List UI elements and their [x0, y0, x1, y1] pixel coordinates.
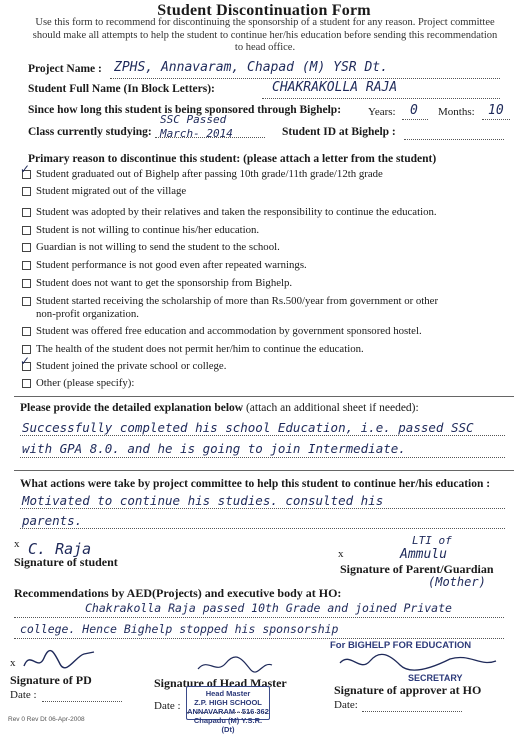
student-name-label: Student Full Name (In Block Letters):: [28, 83, 215, 95]
form-title: Student Discontinuation Form: [157, 2, 371, 19]
stamp-line: Head Master: [205, 689, 251, 698]
reason-label-hostel: Student was offered free education and accommodation by government sponsored hostel.: [36, 325, 422, 337]
recommendation-line-1[interactable]: Chakrakolla Raja passed 10th Grade and joined Private: [85, 601, 452, 615]
student-signature-x: x: [14, 538, 20, 550]
reason-label-graduated: Student graduated out of Bighelp after passing 10th grade/11th grade/12th grade: [36, 168, 383, 180]
reason-label-no-sponsorship: Student does not want to get the sponsorship from Bighelp.: [36, 277, 293, 289]
months-value[interactable]: 10: [488, 103, 504, 118]
stamp-line: Z.P. HIGH SCHOOL: [194, 698, 262, 707]
parent-signature-x: x: [338, 548, 344, 560]
months-label: Months:: [438, 106, 475, 118]
recommendations-heading: Recommendations by AED(Projects) and executive body at HO:: [14, 586, 342, 600]
actions-line-1[interactable]: Motivated to continue his studies. consulted his: [22, 493, 384, 508]
reason-checkbox-scholarship[interactable]: [22, 297, 31, 306]
class-value-line1[interactable]: SSC Passed: [160, 113, 227, 126]
reason-label-scholarship-cont: non-profit organization.: [36, 308, 139, 320]
hm-date-label: Date :: [154, 700, 181, 712]
project-name-label: Project Name :: [28, 63, 102, 75]
project-name-value[interactable]: ZPHS, Annavaram, Chapad (M) YSR Dt.: [114, 60, 388, 75]
years-value[interactable]: 0: [410, 103, 418, 118]
student-signature-label: Signature of student: [14, 555, 118, 569]
ho-stamp-line1: For BIGHELP FOR EDUCATION: [330, 640, 472, 651]
reason-label-other: Other (please specify):: [36, 377, 135, 389]
approver-date-label: Date:: [334, 699, 358, 711]
stamp-line: ANNAVARAM - 516 362: [187, 707, 269, 716]
parent-mark-line1: LTI of: [412, 534, 452, 547]
sponsored-since-label: Since how long this student is being sponsored through Bighelp:: [28, 104, 342, 116]
student-id-label: Student ID at Bighelp :: [282, 126, 396, 138]
checkmark-icon: ✓: [20, 354, 31, 368]
reason-label-scholarship: Student started receiving the scholarship of more than Rs.500/year from government or other: [36, 295, 439, 307]
stamp-line: Chapadu (M) Y.S.R. (Dt): [193, 716, 263, 734]
recommendation-line-2[interactable]: college. Hence Bighelp stopped his sponsorship: [20, 622, 339, 636]
pd-signature-scribble: [20, 648, 100, 674]
parent-relation: (Mother): [428, 575, 486, 589]
reasons-heading: Primary reason to discontinue this student: (please attach a letter from the student): [28, 153, 437, 165]
actions-heading: What actions were take by project committee to help this student to continue her/his education :: [20, 478, 491, 490]
explanation-line-1[interactable]: Successfully completed his school Education, i.e. passed SSC: [22, 420, 474, 435]
reason-checkbox-health[interactable]: [22, 345, 31, 354]
class-label: Class currently studying:: [28, 126, 152, 138]
explanation-note: (attach an additional sheet if needed):: [245, 402, 419, 414]
years-label: Years:: [368, 106, 396, 118]
reason-label-health: The health of the student does not permit her/him to continue the education.: [36, 343, 364, 355]
reason-label-not-willing: Student is not willing to continue his/her education.: [36, 224, 260, 236]
reason-label-performance: Student performance is not good even after repeated warnings.: [36, 259, 307, 271]
ho-stamp-line2: SECRETARY: [408, 673, 463, 683]
explanation-line-2[interactable]: with GPA 8.0. and he is going to join Intermediate.: [22, 441, 406, 456]
pd-date-label: Date :: [10, 689, 37, 701]
parent-mark-line2: Ammulu: [400, 547, 447, 562]
revision-note: Rev 0 Rev Dt 06-Apr-2008: [8, 716, 85, 723]
reason-checkbox-hostel[interactable]: [22, 327, 31, 336]
pd-signature-x: x: [10, 657, 16, 669]
explanation-heading: Please provide the detailed explanation below: [20, 402, 244, 414]
reason-label-private-school: Student joined the private school or college.: [36, 360, 227, 372]
reason-checkbox-performance[interactable]: [22, 261, 31, 270]
reason-checkbox-no-sponsorship[interactable]: [22, 279, 31, 288]
pd-signature-label: Signature of PD: [10, 673, 92, 687]
head-master-stamp: [186, 686, 270, 734]
class-value-line2[interactable]: March- 2014: [160, 127, 233, 140]
ho-signature-scribble: [330, 651, 500, 673]
student-name-value[interactable]: CHAKRAKOLLA RAJA: [272, 80, 398, 95]
approver-signature-label: Signature of approver at HO: [334, 683, 482, 697]
parent-signature-label: Signature of Parent/Guardian: [340, 562, 494, 576]
hm-signature-scribble: [196, 655, 276, 677]
reason-label-migrated: Student migrated out of the village: [36, 185, 187, 197]
reason-checkbox-guardian[interactable]: [22, 243, 31, 252]
student-signature: C. Raja: [28, 540, 92, 558]
reason-checkbox-other[interactable]: [22, 379, 31, 388]
ho-stamp: [330, 640, 500, 683]
form-intro: Use this form to recommend for discontinuing the sponsorship of a student for any reason. Project committee should make all attempts to help the student to continue her/his education before sending this recommendation to head office.: [32, 17, 498, 53]
reason-label-adopted: Student was adopted by their relatives and taken the responsibility to continue the education.: [36, 206, 437, 218]
reason-label-guardian: Guardian is not willing to send the student to the school.: [36, 241, 280, 253]
reason-checkbox-adopted[interactable]: [22, 208, 31, 217]
checkmark-icon: ✓: [20, 162, 31, 176]
reason-checkbox-not-willing[interactable]: [22, 226, 31, 235]
reason-checkbox-migrated[interactable]: [22, 187, 31, 196]
actions-line-2[interactable]: parents.: [22, 513, 83, 528]
hm-signature-label: Signature of Head Master: [154, 676, 287, 690]
